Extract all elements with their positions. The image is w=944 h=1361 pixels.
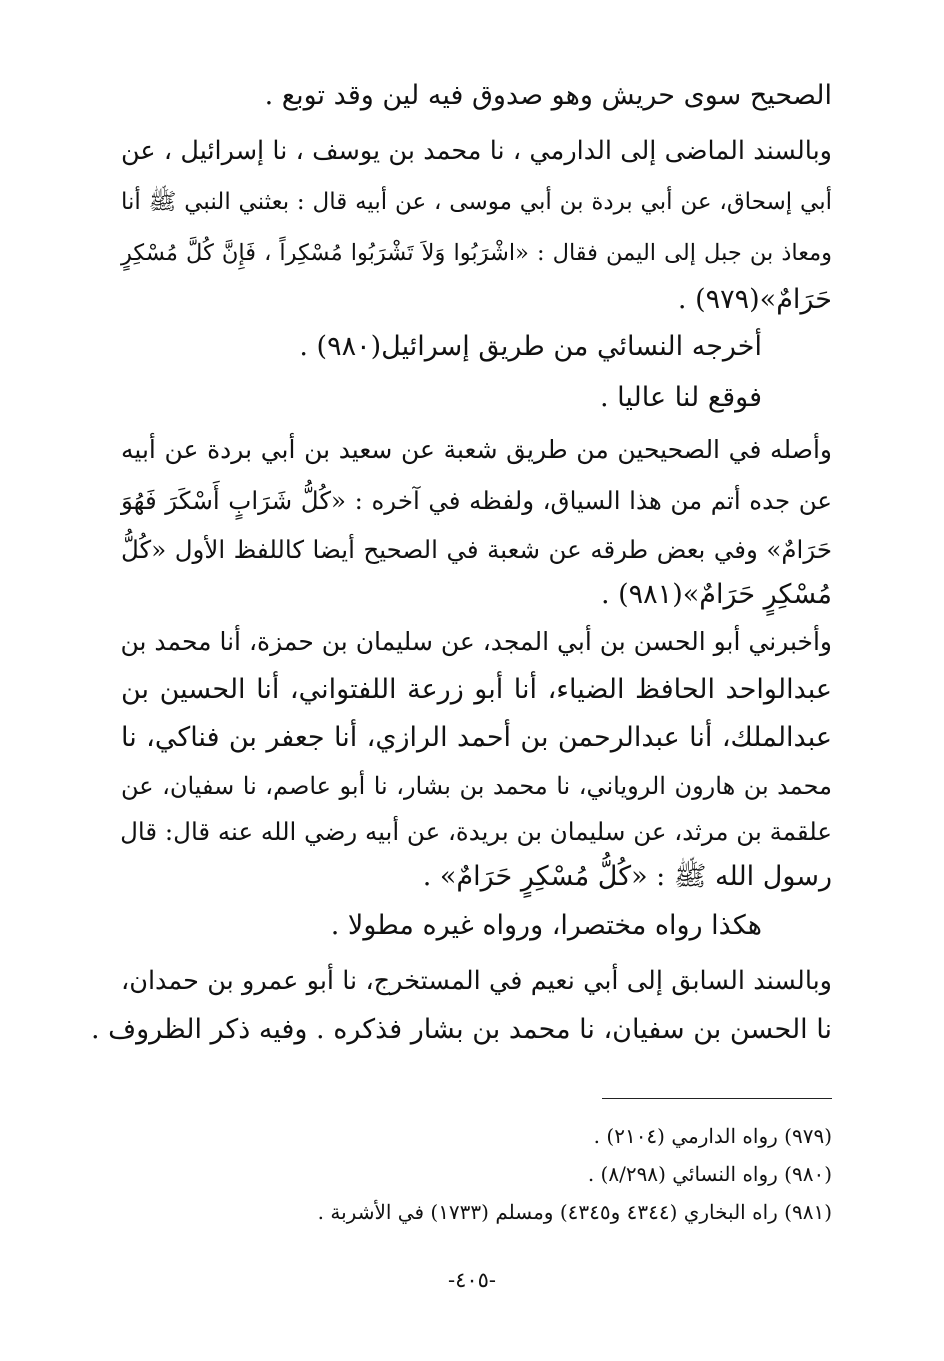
text-line-11: مُسْكِرٍ حَرَامٌ»(٩٨١) . [600, 579, 832, 610]
text-line-19: وبالسند السابق إلى أبي نعيم في المستخرج، نا أبو عمرو بن حمدان، [121, 966, 832, 996]
text-line-15: محمد بن هارون الروياني، نا محمد بن بشار، نا أبو عاصم، نا سفيان، عن [121, 772, 832, 800]
footnote-979: (٩٧٩) رواه الدارمي (٢١٠٤) . [593, 1124, 832, 1148]
text-line-1: الصحيح سوى حريش وهو صدوق فيه لين وقد توبع . [264, 80, 832, 111]
text-line-6: أخرجه النسائي من طريق إسرائيل(٩٨٠) . [299, 331, 762, 362]
footnote-980: (٩٨٠) رواه النسائي (٨/٢٩٨) . [587, 1162, 832, 1186]
text-line-18: هكذا رواه مختصرا، ورواه غيره مطولا . [330, 910, 762, 941]
text-line-14: عبدالملك، أنا عبدالرحمن بن أحمد الرازي، أنا جعفر بن فناكي، نا [121, 722, 832, 753]
text-line-8: وأصله في الصحيحين من طريق شعبة عن سعيد بن أبي بردة عن أبيه [121, 435, 832, 464]
footnote-981: (٩٨١) راه البخاري (٤٣٤٤ و٤٣٤٥) ومسلم (١٧٣٣) في الأشربة . [317, 1200, 832, 1224]
text-line-10: حَرَامٌ» وفي بعض طرقه عن شعبة في الصحيح أيضا كاللفظ الأول «كُلُّ [121, 535, 832, 564]
text-line-7: فوقع لنا عاليا . [600, 382, 762, 413]
text-line-2: وبالسند الماضى إلى الدارمي ، نا محمد بن يوسف ، نا إسرائيل ، عن [121, 136, 832, 166]
text-line-13: عبدالواحد الحافظ الضياء، أنا أبو زرعة اللفتواني، أنا الحسين بن [121, 674, 832, 705]
text-line-20: نا الحسن بن سفيان، نا محمد بن بشار فذكره . وفيه ذكر الظروف . [90, 1014, 832, 1045]
text-line-5: حَرَامٌ»(٩٧٩) . [677, 284, 832, 315]
text-line-4: ومعاذ بن جبل إلى اليمن فقال : «اشْرَبُوا وَلاَ تَشْرَبُوا مُسْكِراً ، فَإِنَّ كُلَّ مُسْكِرٍ [121, 240, 832, 266]
text-line-16: علقمة بن مرثد، عن سليمان بن بريدة، عن أبيه رضي الله عنه قال: قال [120, 817, 832, 846]
text-line-17: رسول الله ﷺ : «كُلُّ مُسْكِرٍ حَرَامٌ» . [422, 861, 832, 892]
page-number: -٤٠٥- [447, 1268, 497, 1292]
footnote-separator [602, 1098, 832, 1099]
text-line-12: وأخبرني أبو الحسن بن أبي المجد، عن سليمان بن حمزة، أنا محمد بن [120, 627, 832, 656]
text-line-3: أبي إسحاق، عن أبي بردة بن أبي موسى ، عن أبيه قال : بعثني النبي ﷺ أنا [121, 189, 832, 215]
text-line-9: عن جده أتم من هذا السياق، ولفظه في آخره : «كُلُّ شَرَابٍ أَسْكَرَ فَهُوَ [121, 486, 832, 515]
